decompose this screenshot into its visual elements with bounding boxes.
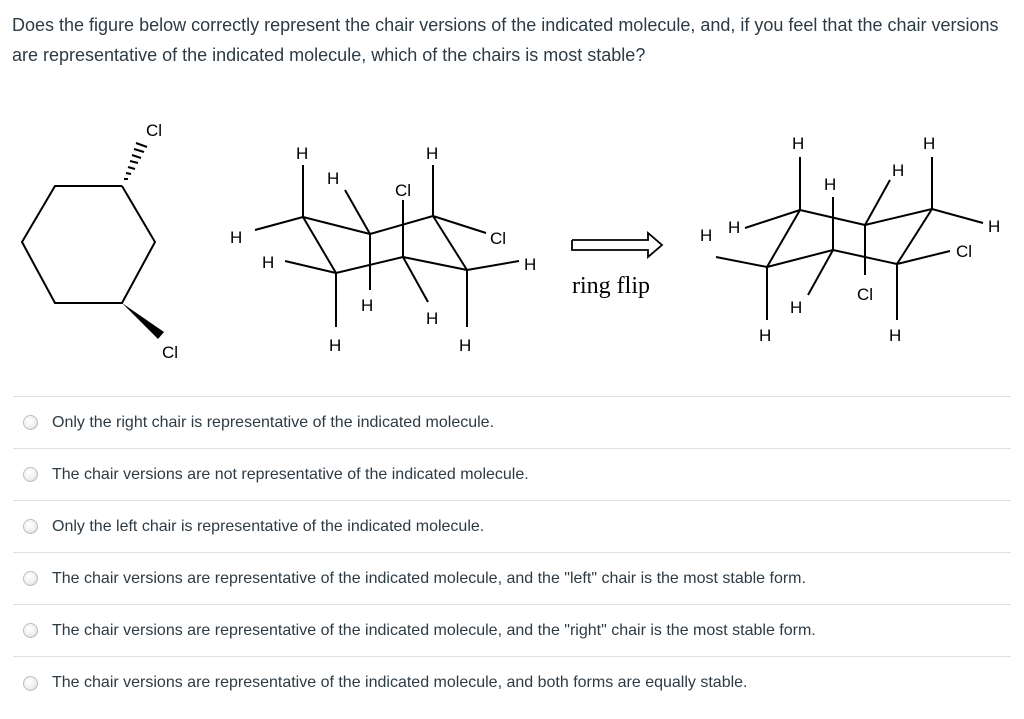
right-chair-h-label: H bbox=[824, 175, 837, 194]
right-chair-h-label: H bbox=[790, 298, 803, 317]
left-chair-h-label: H bbox=[426, 309, 439, 328]
left-chair-bonds bbox=[255, 165, 519, 327]
right-chair-h-label: H bbox=[889, 326, 902, 345]
answer-option-3[interactable] bbox=[13, 500, 1011, 552]
chair-diagram bbox=[0, 105, 1024, 375]
cl-label-top: Cl bbox=[146, 121, 163, 140]
left-chair-cl-label: Cl bbox=[395, 181, 412, 200]
right-chair-h-label: H bbox=[988, 217, 1001, 236]
answer-list bbox=[13, 396, 1011, 709]
ring-flip-arrow bbox=[572, 233, 662, 257]
left-chair-h-label: H bbox=[230, 228, 243, 247]
answer-label: The chair versions are not representative of the indicated molecule. bbox=[52, 465, 529, 483]
left-chair-h-label: H bbox=[329, 336, 342, 355]
left-chair-labels bbox=[230, 144, 536, 355]
answer-label: The chair versions are representative of the indicated molecule, and the "left" chair is the most stable form. bbox=[52, 569, 806, 587]
right-chair-h-label: H bbox=[728, 218, 741, 237]
right-chair-labels bbox=[700, 134, 1000, 345]
answer-option-4[interactable] bbox=[13, 552, 1011, 604]
right-chair-h-label: H bbox=[759, 326, 772, 345]
hashed-wedge-bond bbox=[124, 143, 147, 179]
cl-label-bottom: Cl bbox=[162, 343, 179, 362]
ring-flip-label: ring flip bbox=[572, 273, 650, 299]
answer-option-6[interactable] bbox=[13, 656, 1011, 709]
left-chair-h-label: H bbox=[524, 255, 537, 274]
solid-wedge-bond bbox=[122, 303, 164, 339]
radio-button[interactable] bbox=[23, 467, 38, 482]
answer-option-5[interactable] bbox=[13, 604, 1011, 656]
right-chair-cl-label: Cl bbox=[956, 242, 973, 261]
radio-button[interactable] bbox=[23, 623, 38, 638]
radio-button[interactable] bbox=[23, 519, 38, 534]
left-chair-h-label: H bbox=[296, 144, 309, 163]
left-chair-h-label: H bbox=[262, 253, 275, 272]
answer-option-1[interactable] bbox=[13, 396, 1011, 448]
radio-button[interactable] bbox=[23, 571, 38, 586]
question-text: Does the figure below correctly represent the chair versions of the indicated molecule, and, if you feel that the chair versions are representative of the indicated molecule, which of the chairs is most stable? bbox=[12, 15, 999, 65]
right-chair-h-label: H bbox=[792, 134, 805, 153]
left-chair-h-label: H bbox=[327, 169, 340, 188]
left-chair-h-label: H bbox=[361, 296, 374, 315]
answer-label: The chair versions are representative of the indicated molecule, and the "right" chair is the most stable form. bbox=[52, 621, 816, 639]
right-chair-bonds bbox=[716, 157, 983, 320]
cyclohexane-ring bbox=[22, 186, 155, 303]
molecule-figure bbox=[0, 105, 1024, 375]
right-chair-h-label: H bbox=[923, 134, 936, 153]
answer-option-2[interactable] bbox=[13, 448, 1011, 500]
answer-label: The chair versions are representative of the indicated molecule, and both forms are equally stable. bbox=[52, 674, 748, 691]
right-chair-cl-label: Cl bbox=[857, 285, 874, 304]
right-chair-h-label: H bbox=[700, 226, 713, 245]
radio-button[interactable] bbox=[23, 415, 38, 430]
left-chair-cl-label: Cl bbox=[490, 229, 507, 248]
answer-label: Only the right chair is representative of the indicated molecule. bbox=[52, 413, 495, 431]
right-chair-h-label: H bbox=[892, 161, 905, 180]
left-chair-h-label: H bbox=[426, 144, 439, 163]
answer-label: Only the left chair is representative of the indicated molecule. bbox=[52, 517, 485, 535]
radio-button[interactable] bbox=[23, 676, 38, 691]
left-chair-h-label: H bbox=[459, 336, 472, 355]
